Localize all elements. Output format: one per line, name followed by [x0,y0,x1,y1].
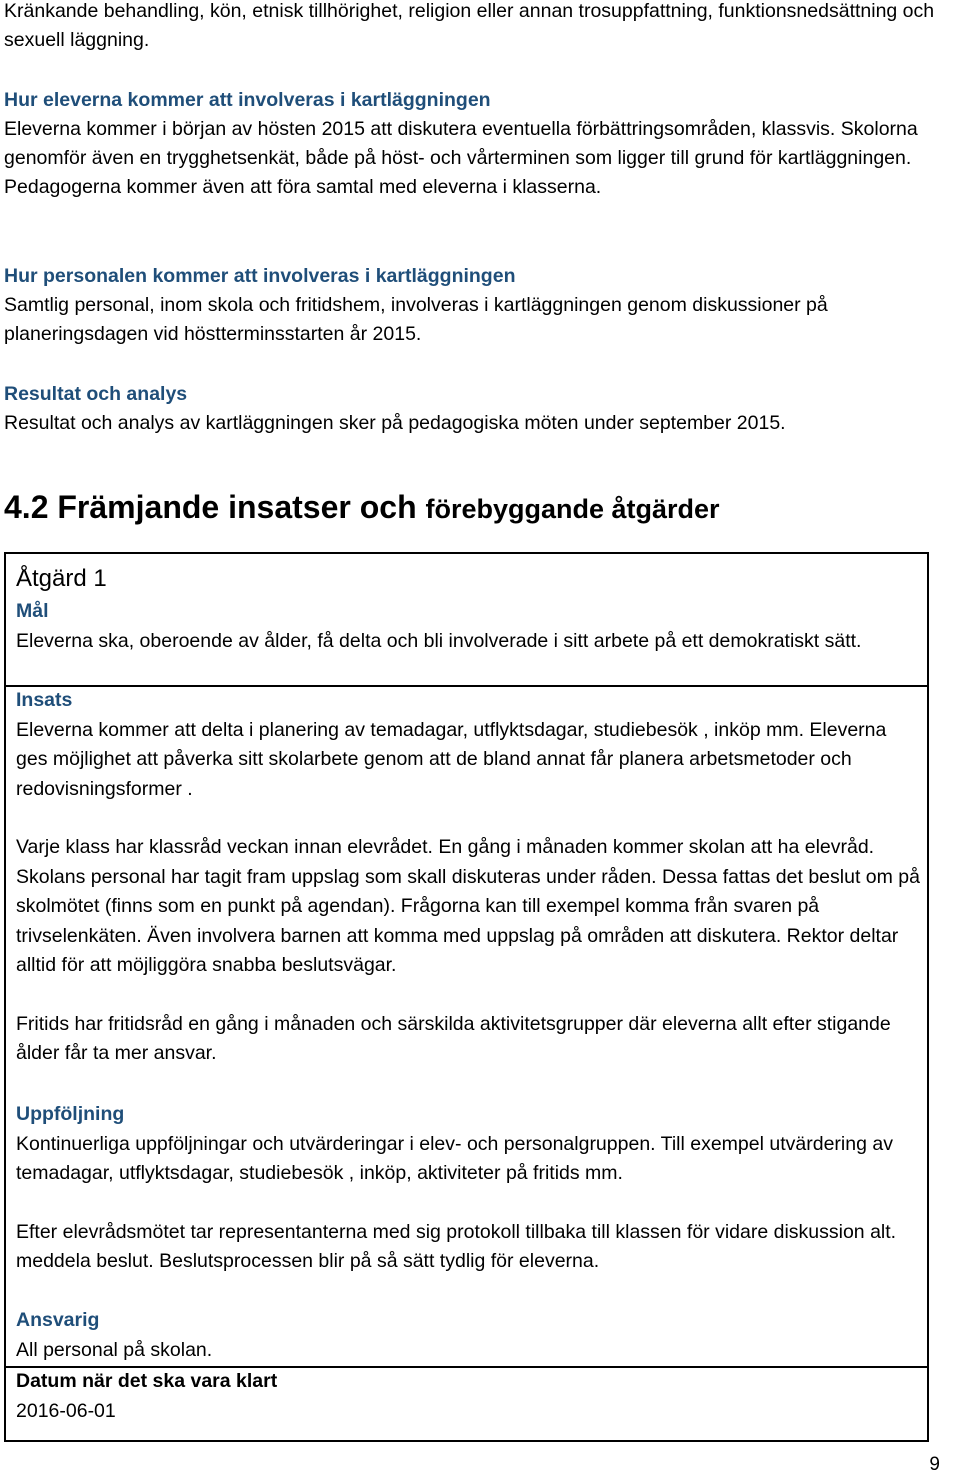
effort-label: Insats [16,689,73,711]
page-number: 9 [929,1454,940,1475]
section-title-suffix: förebyggande åtgärder [425,494,720,524]
effort-paragraph-3: Fritids har fritidsråd en gång i månaden och särskilda aktivitetsgrupper där eleverna allt efter stigande ålder får ta mer ansvar. [16,1012,891,1064]
students-body: Eleverna kommer i början av hösten 2015 att diskutera eventuella förbättringsområden, klassvis. Skolorna genomför även en trygghetsenkät, både på höst- och vårterminen som ligger till grund för kartläggningen. Pedagogerna kommer även att föra samtal med eleverna i klasserna. [4,118,918,198]
followup-block [16,1100,921,1277]
goal-block [16,597,921,656]
students-section [4,86,954,202]
results-heading: Resultat och analys [4,383,188,405]
staff-section [4,262,954,349]
date-block [16,1367,921,1426]
responsible-block [16,1306,921,1365]
results-body: Resultat och analys av kartläggningen sker på pedagogiska möten under september 2015. [4,412,786,434]
section-title-main: 4.2 Främjande insatser och [4,489,417,525]
responsible-label: Ansvarig [16,1309,100,1331]
students-heading: Hur eleverna kommer att involveras i kartläggningen [4,89,491,111]
section-title [4,484,720,532]
effort-paragraph-1: Eleverna kommer att delta i planering av temadagar, utflyktsdagar, studiebesök , inköp mm. Eleverna ges möjlighet att påverka sitt skolarbete genom att de bland annat får planera arbetsmetoder och redovisningsformer . [16,718,887,800]
date-label: Datum när det ska vara klart [16,1370,278,1392]
responsible-text: All personal på skolan. [16,1338,213,1361]
staff-heading: Hur personalen kommer att involveras i kartläggningen [4,265,516,287]
staff-body: Samtlig personal, inom skola och fritidshem, involveras i kartläggningen genom diskussioner på planeringsdagen vid höstterminsstarten år 2015. [4,294,828,345]
goal-text: Eleverna ska, oberoende av ålder, få delta och bli involverade i sitt arbete på ett demokratiskt sätt. [16,629,862,652]
followup-paragraph-1: Kontinuerliga uppföljningar och utvärderingar i elev- och personalgruppen. Till exempel utvärdering av temadagar, utflyktsdagar, studiebesök , inköp, aktiviteter på fritids mm. [16,1132,893,1184]
goal-label: Mål [16,600,49,622]
followup-paragraph-2: Efter elevrådsmötet tar representanterna med sig protokoll tillbaka till klassen för vidare diskussion alt. meddela beslut. Beslutsprocessen blir på så sätt tydlig för eleverna. [16,1220,897,1272]
effort-paragraph-2: Varje klass har klassråd veckan innan elevrådet. En gång i månaden kommer skolan att ha elevråd. Skolans personal har tagit fram uppslag som skall diskuteras under råden. Dessa fattas det beslut om på skolmötet (finns som en punkt på agendan). Frågorna kan till exempel komma från svaren på trivselenkäten. Även involvera barnen att komma med uppslag på områden att diskutera. Rektor deltar alltid för att möjliggöra snabba beslutsvägar. [16,836,920,976]
measure-box [4,552,929,1442]
followup-label: Uppföljning [16,1103,125,1125]
effort-block [16,686,921,1069]
date-text: 2016-06-01 [16,1399,116,1422]
measure-title: Åtgärd 1 [16,565,107,592]
intro-paragraph: Kränkande behandling, kön, etnisk tillhörighet, religion eller annan trosuppfattning, funktionsnedsättning och sexuell läggning. [4,0,935,51]
results-section [4,380,954,438]
